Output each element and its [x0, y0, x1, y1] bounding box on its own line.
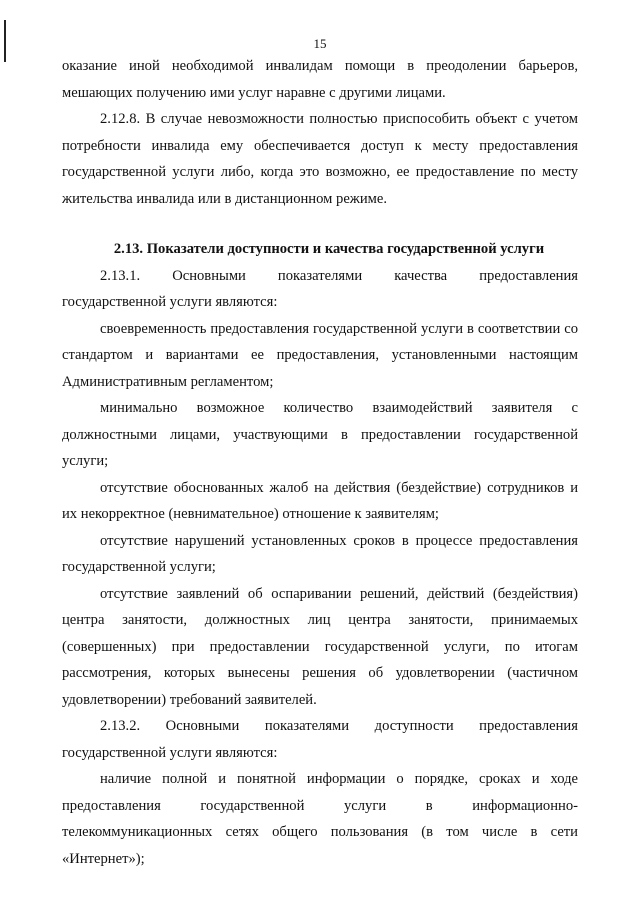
list-item: отсутствие обоснованных жалоб на действия (бездействие) сотрудников и их некорректное (невнимательное) отношение к заявителям;: [62, 479, 578, 522]
list-item: отсутствие заявлений об оспаривании решений, действий (бездействия) центра занятости, должностных лиц центра занятости, принимаемых (совершенных) при предоставлении государственной услуги, по итогам рассмотрения, которых вынесены решения об удовлетворении (частичном удовлетворении) требований заявителей.: [62, 585, 578, 708]
word: предоставления: [479, 267, 578, 284]
word: Основными: [172, 267, 246, 284]
list-item: отсутствие нарушений установленных сроков в процессе предоставления государственной услуги;: [62, 532, 578, 575]
document-body: [62, 53, 578, 872]
clause-number: 2.13.2.: [100, 718, 141, 734]
list-item: наличие полной и понятной информации о порядке, сроках и ходе предоставления государственной услуги в информационно-телекоммуникационных сетях общего пользования (в том числе в сети «Интернет»);: [62, 771, 578, 867]
word: доступности: [374, 718, 454, 734]
paragraph-2-13-1-first-line: [62, 263, 578, 290]
word: показателями: [277, 267, 363, 284]
paragraph-2-13-2: [62, 713, 578, 766]
paragraph-2-12-8: 2.12.8. В случае невозможности полностью приспособить объект с учетом потребности инвалида ему обеспечивается доступ к месту предоставления государственной услуги либо, когда это возможно, ее предоставление по месту жительства инвалида или в дистанционном режиме.: [62, 111, 578, 207]
list-item: своевременность предоставления государственной услуги в соответствии со стандартом и вариантами ее предоставления, установленными настоящим Административным регламентом;: [62, 320, 578, 390]
word: Основными: [165, 718, 240, 734]
paragraph-continuation: оказание иной необходимой инвалидам помощи в преодолении барьеров, мешающих получению ими услуг наравне с другими лицами.: [62, 58, 578, 101]
page-number: 15: [313, 36, 327, 51]
section-heading: 2.13. Показатели доступности и качества государственной услуги: [113, 241, 545, 257]
paragraph-2-13-2-rest: государственной услуги являются:: [62, 744, 278, 761]
word: показателями: [264, 718, 350, 734]
word: предоставления: [479, 718, 578, 734]
paragraph-2-13-2-first-line: [62, 713, 578, 740]
word: качества: [394, 267, 448, 284]
paragraph-2-13-1-rest: государственной услуги являются:: [62, 294, 278, 310]
paragraph-2-13-1: [62, 263, 578, 316]
clause-number: 2.13.1.: [100, 267, 141, 284]
list-item: минимально возможное количество взаимодействий заявителя с должностными лицами, участвующими в предоставлении государственной услуги;: [62, 400, 578, 469]
